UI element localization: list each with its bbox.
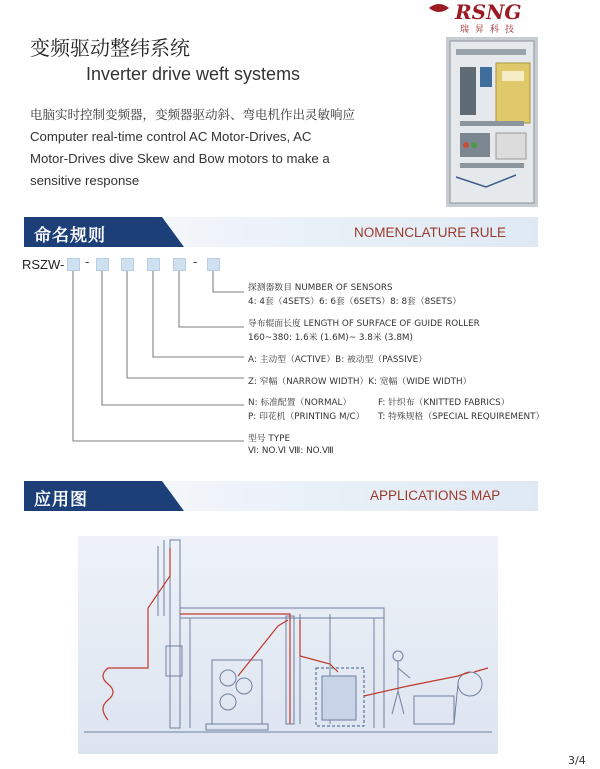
page-number: 3/4 bbox=[568, 754, 586, 767]
description-en-line2: Motor-Drives dive Skew and Bow motors to make a bbox=[30, 151, 330, 166]
code-dash: - bbox=[85, 255, 90, 269]
logo-cn-text: 瑞昇科技 bbox=[460, 25, 521, 35]
page-title-cn: 变频驱动整纬系统 bbox=[30, 36, 190, 60]
config-printing: P: 印花机（PRINTING M/C） bbox=[248, 412, 365, 422]
sensors-values: 4: 4套（4SETS）6: 6套（6SETS）8: 8套（8SETS） bbox=[248, 297, 462, 307]
nomenclature-title-cn: 命名规则 bbox=[34, 226, 106, 246]
config-normal: N: 标准配置（NORMAL） bbox=[248, 398, 352, 408]
code-dash: - bbox=[193, 255, 198, 269]
logo-brand-text: RSNG bbox=[455, 0, 522, 24]
description-en-line3: sensitive response bbox=[30, 173, 140, 188]
description-en-line1: Computer real-time control AC Motor-Drives, AC bbox=[30, 129, 312, 144]
nomenclature-title-en: NOMENCLATURE RULE bbox=[354, 225, 507, 240]
sensors-title: 探测器数目 NUMBER OF SENSORS bbox=[248, 283, 393, 293]
config-special: T: 特殊规格（SPECIAL REQUIREMENT） bbox=[378, 412, 545, 422]
drive-options: A: 主动型（ACTIVE）B: 被动型（PASSIVE） bbox=[248, 355, 428, 365]
roller-title: 导布辊面长度 LENGTH OF SURFACE OF GUIDE ROLLER bbox=[248, 319, 480, 329]
application-map-diagram bbox=[78, 536, 498, 754]
applications-title-cn: 应用图 bbox=[34, 490, 88, 510]
roller-values: 160~380: 1.6米 (1.6M)~ 3.8米 (3.8M) bbox=[248, 333, 413, 343]
width-options: Z: 窄幅（NARROW WIDTH）K: 宽幅（WIDE WIDTH） bbox=[248, 377, 472, 387]
page-title-en: Inverter drive weft systems bbox=[86, 64, 301, 84]
description-cn: 电脑实时控制变频器，变频器驱动斜、弯电机作出灵敏响应 bbox=[30, 107, 356, 122]
type-values: Ⅵ: NO.Ⅵ Ⅷ: NO.Ⅷ bbox=[248, 446, 334, 456]
type-title: 型号 TYPE bbox=[248, 434, 291, 444]
model-code-prefix: RSZW- bbox=[22, 257, 65, 272]
applications-title-en: APPLICATIONS MAP bbox=[370, 488, 501, 503]
config-knitted: F: 针织布（KNITTED FABRICS） bbox=[378, 398, 510, 408]
